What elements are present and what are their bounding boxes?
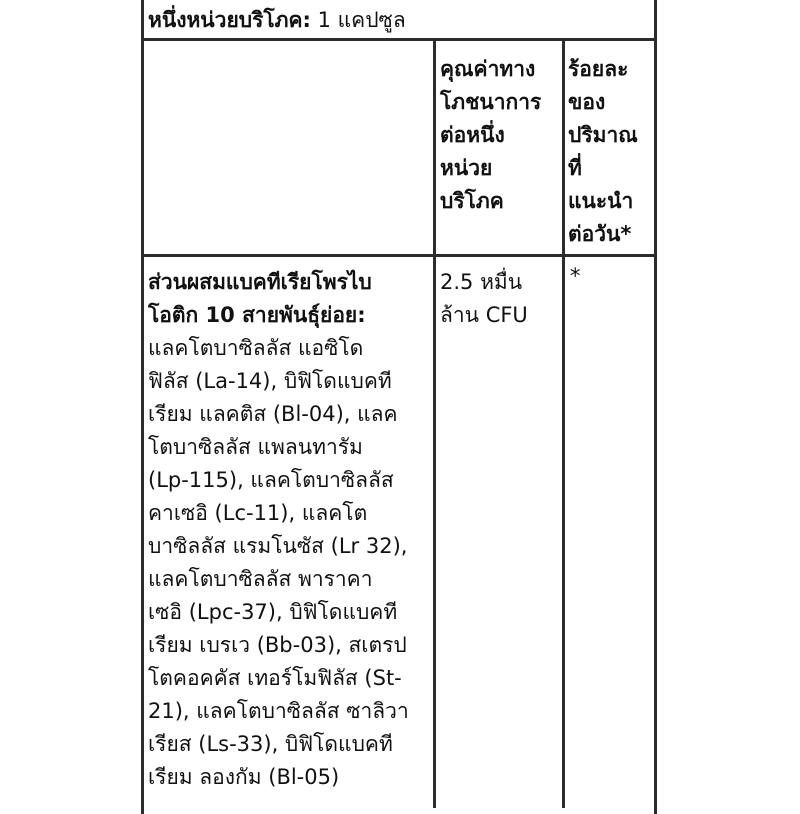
ingredient-probiotic-blend <box>148 266 409 794</box>
ingredient-detail-line: แลคโตบาซิลลัส แอซิโด <box>148 336 364 360</box>
ingredient-percent-daily: * <box>570 264 581 288</box>
ingredient-detail-line: บาซิลลัส แรมโนซัส (Lr 32), <box>148 534 408 558</box>
table-divider-col3 <box>562 38 565 808</box>
header-col2-line: คุณค่าทาง <box>440 57 536 81</box>
amount-line: ล้าน CFU <box>440 303 528 327</box>
header-nutrition-per-serving <box>440 53 541 218</box>
ingredient-name-line: ส่วนผสมแบคทีเรียโพรไบ <box>148 270 372 294</box>
header-col2-line: หน่วย <box>440 156 493 180</box>
ingredient-detail-line: โตคอคคัส เทอร์โมฟิลัส (St- <box>148 666 402 690</box>
ingredient-detail-line: (Lp-115), แลคโตบาซิลลัส <box>148 468 394 492</box>
ingredient-detail-line: เรียม เบรเว (Bb-03), สเตรป <box>148 633 407 657</box>
header-col3-line: ต่อวัน* <box>568 222 632 246</box>
table-divider-col2 <box>433 38 436 808</box>
ingredient-name-line: โอติก 10 สายพันธุ์ย่อย: <box>148 303 366 327</box>
ingredient-detail-line: เรียส (Ls-33), บิฟิโดแบคที <box>148 732 393 756</box>
ingredient-detail-line: 21), แลคโตบาซิลลัส ซาลิวา <box>148 699 409 723</box>
ingredient-detail-line: คาเซอิ (Lc-11), แลคโต <box>148 501 368 525</box>
header-col3-line: แนะนำ <box>568 189 634 213</box>
ingredient-detail-line: แลคโตบาซิลลัส พาราคา <box>148 567 373 591</box>
header-col2-line: โภชนาการ <box>440 90 542 114</box>
serving-size <box>148 4 406 37</box>
serving-size-value: 1 แคปซูล <box>310 8 406 32</box>
header-col3-line: ที่ <box>568 156 582 180</box>
ingredient-detail-line: เซอิ (Lpc-37), บิฟิโดแบคที <box>148 600 398 624</box>
header-col3-line: ของ <box>568 90 606 114</box>
ingredient-amount <box>440 266 528 332</box>
header-col2-line: ต่อหนึ่ง <box>440 123 505 147</box>
table-border-header-bottom <box>141 254 657 257</box>
header-col2-line: บริโภค <box>440 189 504 213</box>
serving-size-label: หนึ่งหน่วยบริโภค: <box>148 8 311 32</box>
ingredient-detail-line: โตบาซิลลัส แพลนทารัม <box>148 435 363 459</box>
ingredient-detail-line: เรียม แลคติส (Bl-04), แลค <box>148 402 398 426</box>
table-border-serving-bottom <box>141 38 657 41</box>
header-col3-line: ร้อยละ <box>568 57 629 81</box>
header-percent-daily-value <box>568 53 638 251</box>
ingredient-detail-line: เรียม ลองกัม (Bl-05) <box>148 765 340 789</box>
ingredient-detail-line: ฟิลัส (La-14), บิฟิโดแบคที <box>148 369 392 393</box>
amount-line: 2.5 หมื่น <box>440 270 523 294</box>
header-col3-line: ปริมาณ <box>568 123 638 147</box>
